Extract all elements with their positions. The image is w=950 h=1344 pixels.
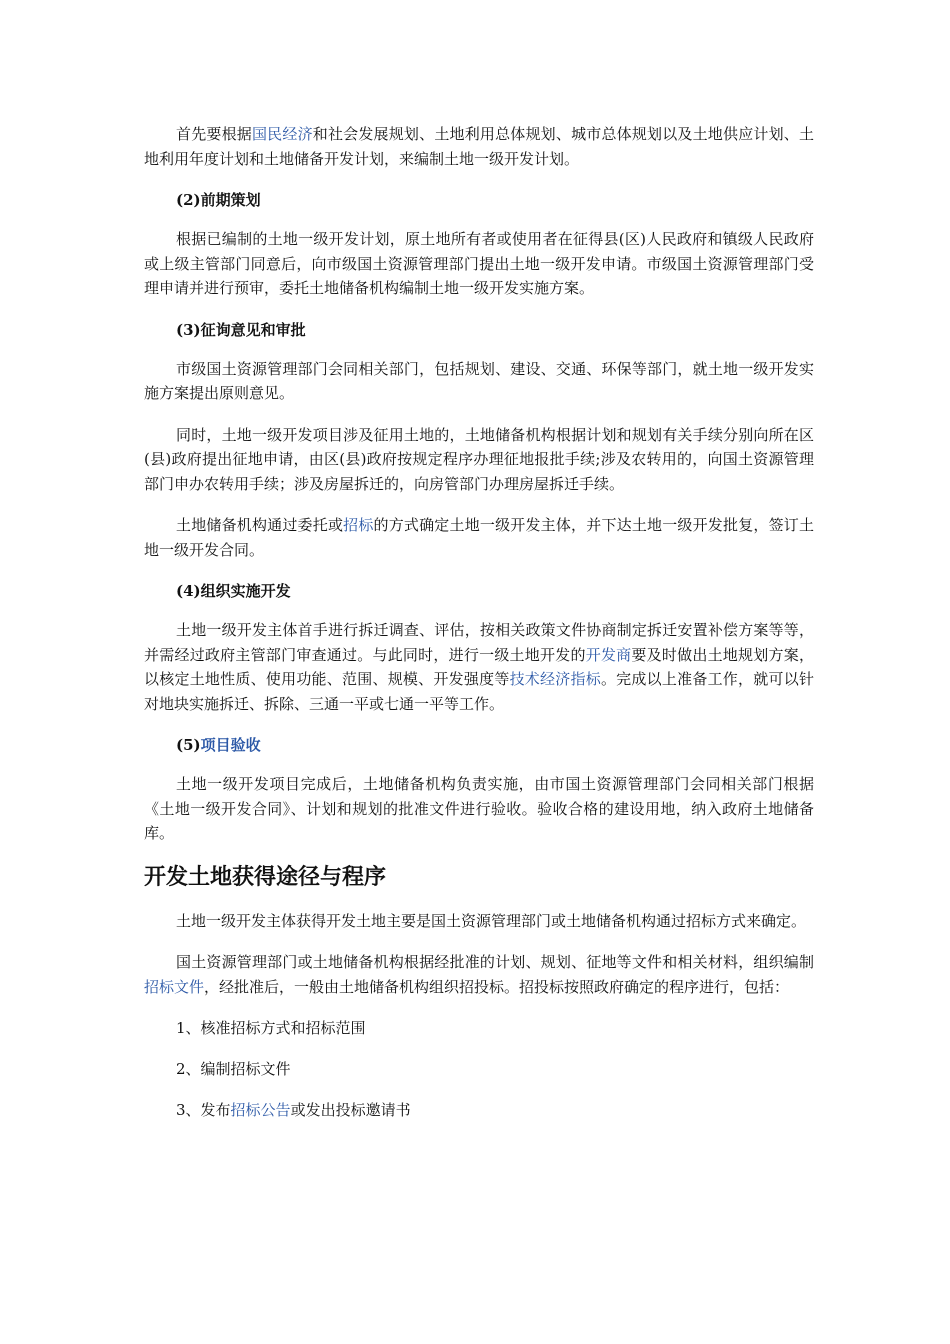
link-national-economy[interactable]: 国民经济 bbox=[251, 125, 313, 143]
paragraph-consultation: 市级国土资源管理部门会同相关部门，包括规划、建设、交通、环保等部门，就土地一级开发实施方案提出原则意见。 bbox=[144, 359, 814, 402]
paragraph-acquisition-way: 土地一级开发主体获得开发土地主要是国土资源管理部门或土地储备机构通过招标方式来确定。 bbox=[176, 911, 807, 930]
paragraph-plan-basis bbox=[144, 122, 814, 171]
link-developer[interactable]: 开发商 bbox=[585, 645, 632, 664]
list-item: 2、编制招标文件 bbox=[176, 1060, 291, 1078]
paragraph-land-acquisition: 同时，土地一级开发项目涉及征用土地的，土地储备机构根据计划和规划有关手续分别向所在区(县)政府提出征地申请，由区(县)政府按规定程序办理征地报批手续;涉及农转用的，向国土资源管理部门申办农转用手续；涉及房屋拆迁的，向房管部门办理房屋拆迁手续。 bbox=[144, 425, 814, 493]
subheading-early-planning: (2)前期策划 bbox=[176, 191, 261, 209]
list-item bbox=[144, 1098, 814, 1122]
paragraph-implementation bbox=[144, 618, 814, 716]
paragraph-acceptance: 土地一级开发项目完成后，土地储备机构负责实施，由市国土资源管理部门会同相关部门根据《土地一级开发合同》、计划和规划的批准文件进行验收。验收合格的建设用地，纳入政府土地储备库。 bbox=[144, 775, 814, 842]
subheading-consultation-approval: (3)征询意见和审批 bbox=[176, 320, 306, 339]
link-project-acceptance[interactable]: 项目验收 bbox=[200, 736, 261, 754]
text: (5) bbox=[176, 736, 201, 754]
list-item: 1、核准招标方式和招标范围 bbox=[176, 1019, 366, 1037]
text: ，经批准后，一般由土地储备机构组织招投标。招投标按照政府确定的程序进行，包括： bbox=[204, 977, 790, 996]
link-bidding-documents[interactable]: 招标文件 bbox=[144, 977, 205, 996]
subheading-project-acceptance bbox=[144, 733, 814, 757]
link-bidding-announcement[interactable]: 招标公告 bbox=[230, 1101, 291, 1119]
link-technical-economic-indicators[interactable]: 技术经济指标 bbox=[509, 670, 601, 688]
paragraph-determine-developer bbox=[144, 513, 814, 562]
text: 3、发布 bbox=[176, 1101, 231, 1119]
link-bidding[interactable]: 招标 bbox=[343, 516, 374, 534]
text: 土地储备机构通过委托或 bbox=[176, 516, 344, 534]
text: 国土资源管理部门或土地储备机构根据经批准的计划、规划、征地等文件和相关材料，组织编制 bbox=[176, 953, 814, 971]
text: 要及时做出土地规划方案，以核定土地性质、使用功能、范围、规模、开发强度等 bbox=[144, 645, 814, 688]
section-title: 开发土地获得途径与程序 bbox=[144, 864, 387, 890]
text: 土地一级开发主体首手进行拆迁调查、评估，按相关政策文件协商制定拆迁安置补偿方案等等，并需经过政府主管部门审查通过。与此同时，进行一级土地开发的 bbox=[144, 621, 814, 664]
text: 的方式确定土地一级开发主体，并下达土地一级开发批复，签订土地一级开发合同。 bbox=[144, 516, 814, 559]
document-body bbox=[144, 122, 814, 1139]
paragraph-early-planning: 根据已编制的土地一级开发计划，原土地所有者或使用者在征得县(区)人民政府和镇级人民政府或上级主管部门同意后，向市级国土资源管理部门提出土地一级开发申请。市级国土资源管理部门受理申请并进行预审，委托土地储备机构编制土地一级开发实施方案。 bbox=[144, 230, 814, 297]
text: 或发出投标邀请书 bbox=[290, 1101, 411, 1119]
text: 首先要根据 bbox=[176, 125, 252, 143]
text: 和社会发展规划、土地利用总体规划、城市总体规划以及土地供应计划、土地利用年度计划和土地储备开发计划，来编制土地一级开发计划。 bbox=[144, 125, 814, 168]
text: 。完成以上准备工作，就可以针对地块实施拆迁、拆除、三通一平或七通一平等工作。 bbox=[144, 670, 814, 713]
paragraph-bidding-procedure bbox=[144, 950, 814, 999]
subheading-implementation: (4)组织实施开发 bbox=[176, 582, 291, 600]
